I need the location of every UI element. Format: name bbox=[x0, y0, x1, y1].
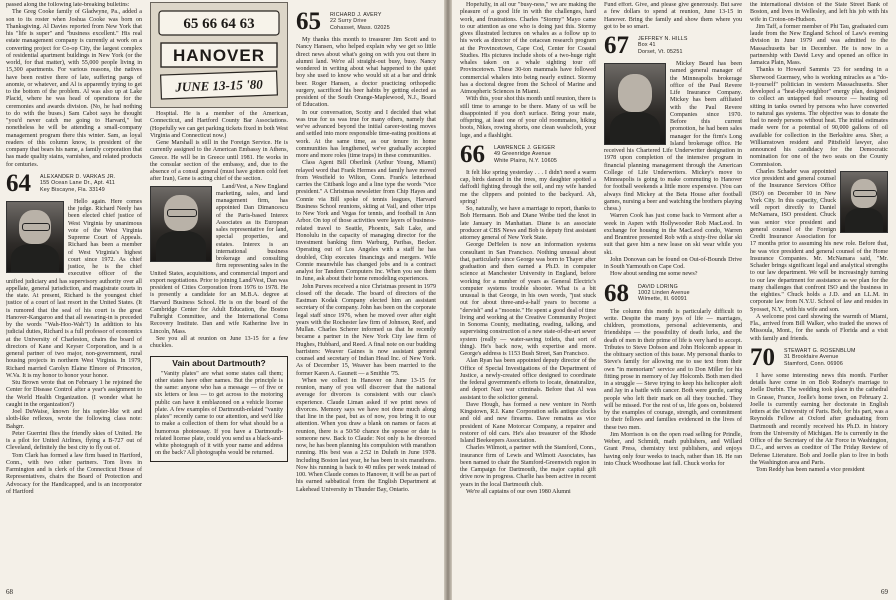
paragraph: See you all at reunion on June 13-15 for a few chuckles. bbox=[150, 335, 288, 349]
portrait-photo bbox=[840, 171, 888, 233]
paragraph: Thanks to Howard Sammis '23 for sending in a Sherwood Guernsey, who is working miracles as a "do-it-yourself" politician in western Massachusetts. Sher developed a "heat-thy-neighbor" energy plan, designed to collect an untapped fuel resource — heating oil sitting in tanks owned by persons who have converted to natural gas systems. The objective was to donate the fuel to needy persons without heat. The initial estimates made were for a potential of 90,000 gallons of oil available for collection in the Berkshire area. Sher, a Williamstown resident and Pittsfield lawyer, also announced his candidacy for the Democratic nomination for one of the two seats on the County Commission. bbox=[750, 67, 888, 168]
class-secretary-address bbox=[638, 282, 690, 303]
paragraph: When we collect in Hanover on June 13-15 for reunion, many of you will discover that the national average for divorces is consistent with our class's experience. Claude Liman asked if we print news of divorces. Memory says we have not done much along that line in the past, but as of now, you bring it to our attention. When you draw a blank on names or faces at reunion, there is a 50/50 chance the spouse or date is someone new. Back to Claude: Not only is he divorced now, he has been planning his compulsion with marathon running. His best was a 2:52 in Duluth in June 1978. Including Boston last year, he has been in six marathons. Now his running is back to 40 miles per week instead of 100. When Claude comes to Hanover, it will be as part of his earned sabbatical from the English Department at Lakehead University in Thunder Bay, Ontario. bbox=[296, 377, 436, 493]
sign-dates: JUNE 13-15 '80 bbox=[175, 76, 263, 95]
paragraph: With this, your shot this month until reunion, there is still time to arrange to be there. Many of us will be disappointed if you don't surface. Bring your mate, offspring, at least one of your old roommates, hiking boots, Nikes, rowing shorts, one clean washcloth, your luge, and a flashlight. bbox=[460, 96, 596, 139]
page-number: 68 bbox=[6, 588, 13, 596]
secretary-street: 155 Ocean Lane Dr., Apt. 411 bbox=[40, 180, 115, 187]
class-entry-64 bbox=[6, 169, 142, 197]
class-entry-65 bbox=[296, 10, 436, 34]
class-year-number: 67 bbox=[604, 32, 629, 59]
sidebar-text: "Vanity plates" are what some states call them; other states have other names. But the principle is the same: anyone who has a message — of five or six letters or less — to get across to the motoring public can have it emblazoned on a vehicle license plate. A few examples of Dartmouth-related "vanity plates" recently came to our attention, and we'd like to make a collection of them for what should be a humorous photoessay. If you have a Dartmouth-related license plate, could you send us a black-and-white photograph of it with your name and address on the back? All photographs would be returned. bbox=[155, 370, 283, 457]
paragraph: George DeHelen is now an information systems consultant in San Francisco. Nothing unusual about that, particularly since George was born to Thayer after graduation and then earned a Ph.D. in computer science at Manchester University in England, before working for a number of years as General Electric's computer systems trouble shooter. What is a bit unusual is that George, in his own words, "just stuck out for about three-and-a-half years to become a "dervish" and a "moonie." He spent a good deal of time living and working at the Creative Community Project in Sonoma County, meditating, reading, talking, and supervising construction of a new state-of-the-art sewer system (really — water-saving toilets, that sort of thing). He's back now, with expertise and more. George's address is 1153 Bush Street, San Francisco. bbox=[460, 242, 596, 357]
class-entry-67 bbox=[604, 34, 742, 58]
paragraph: Jim Taff, a former member of Phi Tau, graduated cum laude from the New England School of Law's evening division in June 1979 and was admitted to the Massachusetts bar in December. He is now in a partnership with David Levy and opened an office in Jamaica Plain, Mass. bbox=[750, 23, 888, 66]
class-entry-68 bbox=[604, 279, 742, 307]
paragraph: In our conversation, Scotty and I decided that what was true for us was true for many others, namely that we've advanced beyond the initial career-testing moves and settled into more responsible time-eating positions at work. At the same time, as our tenure in home communities has lengthened, we've gradually accepted more and more roles (time traps) in these communities. bbox=[296, 109, 436, 159]
portrait-photo bbox=[6, 201, 64, 273]
paragraph: Charles Wilmott, a partner with the Stamford, Conn., insurance firm of Lewis and Wilmott Associates, has been named to chair the Stamford-Greenwich region in the Campaign for Dartmouth, the major capital gift drive now in progress. Charlie has been active in recent years in the local Dartmouth club. bbox=[460, 445, 596, 488]
paragraph: So, naturally, we have a marriage to report, thanks to Bob Hermann. Bob and Diane Weibe tied the knot in late January in Manhattan. Diane is an associate producer at CBS News and Bob is deputy first assistant attorney general of New York State. bbox=[460, 206, 596, 241]
secretary-name: RICHARD J. AVERY bbox=[330, 12, 382, 18]
secretary-name: STEWART G. ROSENBLUM bbox=[784, 347, 856, 354]
class-secretary-address bbox=[494, 143, 557, 164]
paragraph: John Purves received a nice Christmas present in 1979 closed off the decade. The board of directors of the Eastman Kodak Company elected him an assistant secretary of the company. John has been on the corporate legal staff since 1976, when he moved over after eight years with the Rochester law firm of Johnson, Reef, and Mullan. Charles Scherer informed us that he recently became a partner in the New York City law firm of Hughes, Hubbard, and Reed. A final note on our budding barristers: Weaver Gaines is now assistant general counsel and secretary of Indian Head Inc. of New York. As of December 15, Weaver has been married to the former Karen A. Gaunett — a Smithie '75. bbox=[296, 283, 436, 377]
paragraph: Fund effort. Give, and please give generously. But save a few dollars to spend at reunion, June 13-15 in Hanover. Bring the family and show them where you got to be so smart. bbox=[604, 2, 742, 30]
page-number: 69 bbox=[881, 588, 888, 596]
paragraph: Peter Guerrini flies the friendly skies of United. He is a pilot for United Airlines, flying a B-727 out of Cleveland, definitely the best city to fly out of. bbox=[6, 430, 142, 452]
right-column-1 bbox=[460, 2, 596, 582]
portrait-photo bbox=[604, 63, 666, 145]
portrait-glasses bbox=[853, 190, 877, 197]
class-year-number: 70 bbox=[750, 343, 775, 371]
secretary-street: 31 Brookfaire Avenue bbox=[784, 354, 839, 361]
paragraph: the international division of the State Street Bank of Boston, and lives in Wellesley, and left his job with his wife in Croton-on-Hudson. bbox=[750, 2, 888, 23]
paragraph: Tom Reddy has been named a vice president bbox=[756, 467, 865, 473]
paragraph: My thanks this month to treasurer Jim Scott and to Nancy Hansen, who helped explain why we get so little direct news about what's going on with you out there in alumni land. We're all straight-out busy, busy. Nancy wondered in writing about what happened to the quiet boy she used to know who would sit at a bar and drink beer. Roger Hansen, a doctor practicing orthopedic surgery, sacrificed his beer habits by getting elected as president of the South Orange-Maplewood, N.J., Board of Education. bbox=[296, 37, 436, 109]
paragraph: Dave Hough, has formed a new venture in North Kingstown, R.I. Kane Corporation sells antique clocks and old and new firearms. Dave remains as vice president of Kane Motorcar Company, a repairer and restorer of old cars. He's also treasurer of the Rhode Island Beekeepers Association. bbox=[460, 401, 596, 444]
secretary-name: LAWRENCE J. GEIGER bbox=[494, 144, 556, 151]
portrait-suit bbox=[156, 231, 206, 262]
hanover-sign-graphic bbox=[151, 3, 287, 107]
secretary-city: Cohasset, Mass. 02025 bbox=[330, 24, 390, 31]
secretary-name: DAVID LORING bbox=[638, 283, 678, 290]
right-page bbox=[452, 0, 896, 600]
paragraph: How about sending me some news? bbox=[610, 271, 698, 278]
sign-title: HANOVER bbox=[172, 46, 266, 65]
secretary-street: 22 Surry Drive bbox=[330, 18, 367, 25]
secretary-city: Stamford, Conn. 06906 bbox=[784, 360, 843, 367]
secretary-city: Dorset, Vt. 05251 bbox=[638, 48, 683, 55]
portrait-photo bbox=[150, 186, 212, 262]
vanity-plates-sidebar bbox=[150, 356, 288, 461]
portrait-suit bbox=[845, 208, 884, 233]
spine-gutter bbox=[444, 0, 452, 600]
secretary-street: 1002 Linden Avenue bbox=[638, 289, 690, 296]
class-secretary-address bbox=[40, 172, 115, 193]
class-year-number: 65 bbox=[296, 8, 321, 35]
secretary-city: Wilmette, Ill. 60091 bbox=[638, 296, 688, 303]
portrait-suit bbox=[11, 244, 58, 273]
portrait-glasses bbox=[167, 209, 198, 218]
paragraph: It felt like spring yesterday . . . I didn't need a warm cap, birds danced in the trees, my daughter spotted a daffodil fighting through the soil, and my wife handed me the clippers and pointed to the backyard. Ah, spring! bbox=[460, 169, 596, 205]
paragraph: passed along the following late-breaking bulletins: bbox=[6, 2, 130, 8]
secretary-name: ALEXANDER D. VARKAS JR. bbox=[40, 173, 116, 180]
paragraph: Tom Clark has formed a law firm based in Hartford, Conn., with two other partners. Tom lives in Farmington and is clerk of the Connecticut House of Representatives, chairs the Board of Protection and Advocacy for the Handicapped, and is an incorporator of Hartford bbox=[6, 452, 142, 495]
left-column-1 bbox=[6, 2, 142, 582]
paragraph: Hello again. Here comes the judge. Richard Neely has been elected chief justice of West Virginia by unanimous vote of the West Virginia Supreme Court of Appeals. Richard has been a member of West Virginia's highest court since 1972. As chief justice, he is the chief executive officer of the unified judiciary and has supervisory authority over all appellate, general jurisdiction, and magistrate courts in the state. At present, Richard is the youngest chief justice of a court of last resort in the United States. (It is rumored that the seal of his court is the great Hanover-Kangaroo and that all swearing-in is preceded by the words "Wah-Hoo-Wah"!) In addition to his judicial duties, Richard is a full professor of economics at the University of Charleston, chairs the board of directors of Kane and Keyser Corporation, and is a general partner of two major, non-government, rural housing projects in northern West Virginia. In 1979, Richard married Carolyn Elaine Elmore of Princeton, W.Va. It is my honor to honor your honor. bbox=[6, 198, 142, 379]
secretary-name: JEFFREY N. HILLS bbox=[638, 36, 688, 42]
paragraph: Jim Morrison is on the open road selling for Prindle, Weber, and Schmidt, math publishers, and Willard Grant Press, chemistry text publishers, and enjoys having only four weeks to teach, rather than 18. He ran into Chuck Woodhouse last fall. Chuck works for bbox=[604, 431, 742, 467]
paragraph: Mickey Beard has been named general manager of the Minneapolis brokerage office of the Paul Revere Life Insurance Company. Mickey has been affiliated with the Paul Revere Companies since 1970. Before this current promotion, he had been sales manager for the firm's Long Island brokerage office. He received his Chartered Life Underwriter designation in 1978 upon completion of the intensive program in financial planning management through the American College of Life Underwriters. Mickey's move to Minneapolis is going to make commuting to Hanover for football weekends a little more expensive. (You can always find Mickey at the Beta House after football games, nursing a beer and watching the brothers playing chess.) bbox=[604, 61, 742, 212]
class-year-number: 66 bbox=[460, 140, 485, 168]
secretary-city: Key Biscayne, Fla. 33149 bbox=[40, 186, 105, 193]
class-secretary-address bbox=[784, 346, 856, 367]
right-column-2 bbox=[604, 2, 742, 582]
paragraph: The column this month is particularly difficult to write. Despite the many joys of life — marriages, children, promotions, personal achievements, and friendships — the possibility of death lurks, and the death of men in their prime of life is very hard to accept. Tributes to Steve Dobson and John Holcomb appear in the obituary section of this issue. My personal thanks to Steve's family for allowing me to use text from their own "in memoriam" service and to Don Miller for his fitting prose in memory of Jay Holcomb. Both men died in a struggle — Steve trying to keep his helicopter aloft and Jay in a battle with cancer. Both were gentle, caring people who left their mark on all they touched. They will be missed. For the rest of us, life goes on, bolstered by the examples of courage, strength, and commitment to their fellows and families evidenced in the lives of these two men. bbox=[604, 308, 742, 431]
class-secretary-address bbox=[330, 10, 390, 31]
portrait-head bbox=[618, 74, 652, 112]
paragraph: Charles Schader was appointed vice president and general counsel of the Insurance Services Office (ISO) on December 10 in New York City. In this capacity, Chuck will report directly to Daniel McNamara, ISO president. Chuck was senior vice president and general counsel of the Foreign Credit Insurance Association for 17 months prior to assuming his new role. Before that, he was vice president and general counsel of the Home Insurance Companies. Mr. McNamara said, "Mr. Schader brings significant legal and analytical strengths to our law department. We will be increasingly turning to our law department for assistance as we plan for the many challenges that confront ISO and the business in the eighties." Chuck holds a J.D. and an LL.M. in corporate law from N.Y.U. School of law and resides in Syosset, N.Y., with his wife and son. bbox=[750, 168, 888, 313]
sign-class-numbers: 65 66 64 63 bbox=[183, 16, 255, 32]
paragraph: A welcome post card showing the warmth of Miami, Fla., arrived from Bill Walker, who traded the snows of Missoula, Mont., for the sands of Florida and a visit with family and friends. bbox=[750, 313, 888, 342]
paragraph: Land/Vest, a New England marketing, sales, and land management firm, has appointed Dan Dimancescu of the Paris-based Interex Associates as its European sales representative for land, special properties, and estates. Interex is an international business brokerage and consulting firm representing sales in the United States, acquisitions, and commercial import and export negotiations. Prior to joining Land/Vest, Dan was president of Cities Corporation from 1976 to 1978. He is presently a candidate for an M.B.A. degree at Harvard Business School. He is on the board of the Cambridge Center for Adult Education, the Boston Fulbright Committee, and the International Coma Recovery Institute. Dan and wife Katherine live in Lincoln, Mass. bbox=[150, 183, 288, 335]
paragraph: Stu Brown wrote that on February 1 he rejoined the Center for Disease Control after a year's assignment to the World Health Organization. (I wonder what he caught in the organization?) bbox=[6, 380, 142, 408]
class-entry-70 bbox=[750, 343, 888, 371]
paragraph: Warren Cook has just come back to Vermont after a week in Aspen with Hollywooder Rob MacLeod. In exchange for housing in the MacLeod condo, Warren and Bramtree presented Rob with a sixty-five dollar ski suit that gave him a new lease on ski wear while you ski. bbox=[604, 213, 742, 256]
sidebar-title: Vain about Dartmouth? bbox=[172, 358, 266, 369]
class-year-number: 64 bbox=[6, 169, 31, 197]
paragraph: Hopefully, in all our "busy-ness," we are making the pleasure of a good life in with the challenges, hard work, and frustrations. Charles "Stormy" Mayo came to our attention as one who is doing just this. Stormy gives illustrated lectures on whales as a follow up to his work as director of the cetacean research program at the Provincetown, Cape Cod, Center for Coastal Studies. His pictures include shots of a two-huge right whales taken on a whale sighting tour off Provincetown. These 30-ton mammals have followed commercial whalers into being nearly extinct. Stormy has a doctoral degree from the School of Marine and Atmospheric Sciences in Miami. bbox=[460, 2, 596, 95]
paragraph: John Donovan can be found on Out-of-Bounds Drive in South Yarmouth on Cape Cod. bbox=[604, 256, 742, 270]
paragraph: We're all captains of our own 1980 Alumni bbox=[466, 488, 571, 495]
paragraph: Hospital. He is a member of the American, Connecticut, and Hartford County Bar Associations. (Hopefully we can get parking tickets fixed in both West Virginia and Connecticut now.) bbox=[150, 111, 288, 139]
secretary-street: Box 41 bbox=[638, 42, 656, 49]
portrait-glasses bbox=[22, 223, 51, 231]
left-column-2 bbox=[150, 2, 288, 582]
paragraph: Alan Ryan has been appointed deputy director of the Office of Special Investigations of the Department of Justice, a newly-created office designed to coordinate the federal government's efforts to locate, denaturalize, and deport Nazi war criminals. Before that Al was assistant to the solicitor general. bbox=[460, 358, 596, 401]
class-year-number: 68 bbox=[604, 279, 629, 307]
right-column-3 bbox=[750, 2, 888, 582]
secretary-street: 49 Greenridge Avenue bbox=[494, 151, 551, 158]
class-entry-66 bbox=[460, 140, 596, 168]
secretary-city: White Plains, N.Y. 10605 bbox=[494, 157, 558, 164]
hanover-reunion-sign bbox=[150, 2, 288, 108]
paragraph: Joel DuWaise, known for his rapier-like wit and sloth-like reflexes, wrote the following class note: Bahgrr. bbox=[6, 409, 142, 430]
class-secretary-address bbox=[638, 34, 688, 55]
left-column-3 bbox=[296, 2, 436, 582]
paragraph: Gene Marshall is still in the Foreign Service. He is currently assigned to the American Embassy in Athens, Greece. He will be in Greece until 1981. He works in the consular section of the embassy, and, due to the absence of a consul general (must have gotten cold feet after Iran), Gene is acting chief of the section. bbox=[150, 140, 288, 183]
paragraph: Class Agent Bill Oberlink (Arthur Young, Miami) relayed word that Frank Hermes and family have moved from Westfield to Wilton, Conn. Frank's letterhead carries the Citibank logo and a line type the words "vice president." A Christmas newsletter from Chip Hayes and Connie via Bill spoke of tennis leagues, Harvard Business School reunions, skiing at Vail, and other trips to New York and Vegas for tennis, and football in Ann Arbor. On top of those activities were layers of business-related travel to Seattle, Phoenix, Salt Lake, and Honolulu in the capacity of managing director for the investment banking firm Warburg, Paribas, Becker. Operating out of Los Angeles with a staff he has doubled, Chip executes financings and mergers. Wife Connie meanwhile has changed jobs and is a contract analyst for Tandem Computers Inc. When you see them in June, ask about their home remodeling experiences. bbox=[296, 160, 436, 283]
paragraph: The Greg Cooke family of Gladwyne, Pa., added a son to its roster when Joshua Cooke was born on Thanksgiving. Al Davies reported from New York that his "life is super" and "business excellent." His real estate management company is currently at work on a converting project for Co-op City, the largest complex of residential apartment buildings in New York (or the world, for that matter), with 55,000 people living in 15,300 apartments. For various reasons, the natives have been restive there of late, suffering pangs of anomie, or whatever, and Al is apparently trying to get to the bottom of the problem. Al was also up at Lake Placid, where he was head of operations for the ceremonies and awards division. (No, he had nothing to do with the buses.) Sam Cabot says he thought "you'd never catch me going to Harvard," but nonetheless he will be attending a small-company management program there this winter. Sam, as loyal readers of this column know, is president of the company that bears his name, a family corporation that has made quality stains, varnishes, and related products for centuries. bbox=[6, 9, 142, 168]
left-page bbox=[0, 0, 444, 600]
paragraph: I have some interesting news this month. Further details have come in on Bob Rodney's marriage to Joelle Durbin. The wedding took place in the cathedral in Grasse, France, Joelle's home town, on February 2. Joelle is currently earning her doctorate in English letters at the University of Paris. Bob, for his part, was a Reynolds Fellow at Oxford after graduating from Dartmouth and recently received his Ph.D. in history from the University of Michigan. He is currently in the Office of the Secretary of the Air Force in Washington, D.C., and serves as coeditor of The Friday Review of Defense Literature. Bob and Joelle plan to live in both the Washington area and Paris. bbox=[750, 372, 888, 466]
portrait-suit bbox=[610, 112, 660, 145]
